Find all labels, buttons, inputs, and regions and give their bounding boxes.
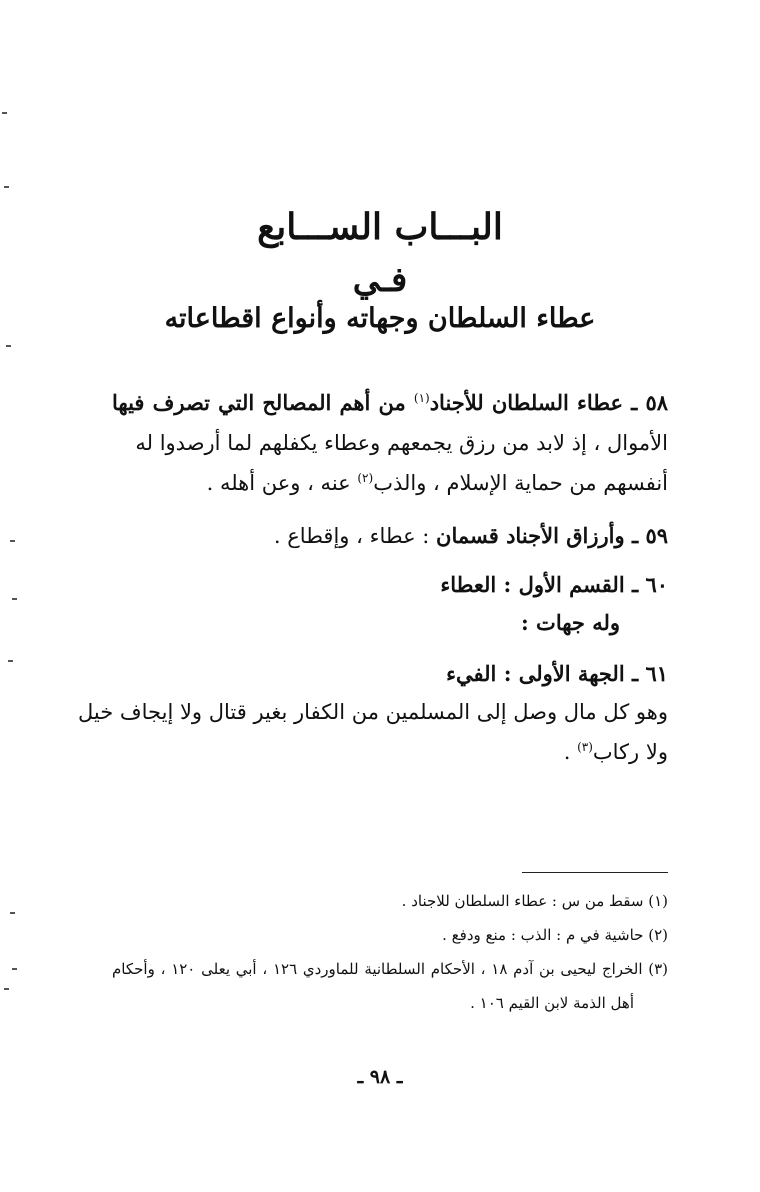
paragraph-61-line-1: وهو كل مال وصل إلى المسلمين من الكفار بغير قتال ولا إيجاف خيل xyxy=(77,700,668,724)
paragraph-59-heading: ٥٩ ـ وأرزاق الأجناد قسمان xyxy=(436,523,668,548)
scan-speck xyxy=(6,345,11,347)
footnote-3-continued: أهل الذمة لابن القيم ١٠٦ . xyxy=(470,994,634,1012)
chapter-title: البـــاب الســـابع xyxy=(257,206,503,248)
paragraph-59-text: : عطاء ، وإقطاع . xyxy=(273,524,437,548)
paragraph-58-text: من أهم المصالح التي تصرف فيها xyxy=(112,390,414,415)
paragraph-60-subline: وله جهات : xyxy=(520,610,620,635)
scan-speck xyxy=(12,968,17,970)
paragraph-61-line-2-text: ولا ركاب xyxy=(592,740,668,764)
footnote-ref-2: (٢) xyxy=(357,471,374,485)
scan-speck xyxy=(8,660,13,662)
paragraph-58-line-3-end: عنه ، وعن أهله . xyxy=(206,471,358,495)
paragraph-61-line-2 xyxy=(112,732,668,772)
footnotes xyxy=(112,884,668,1020)
chapter-subtitle: عطاء السلطان وجهاته وأنواع اقطاعاته xyxy=(164,303,596,334)
paragraph-58-line-2: الأموال ، إذ لابد من رزق يجمعهم وعطاء يكفلهم لما أرصدوا له xyxy=(135,431,668,455)
paragraph-61-body xyxy=(77,692,668,772)
paragraph-58-line-3-text: أنفسهم من حماية الإسلام ، والذب xyxy=(373,471,668,495)
footnote-ref-1: (١) xyxy=(413,391,430,405)
chapter-preposition: فـي xyxy=(352,260,408,300)
footnote-divider xyxy=(522,872,668,873)
footnote-ref-3: (٣) xyxy=(577,740,593,754)
paragraph-58-heading: ٥٨ ـ عطاء السلطان للأجناد xyxy=(429,390,668,415)
paragraph-61-line-2-end: . xyxy=(563,740,578,764)
paragraph-60-heading: ٦٠ ـ القسم الأول : العطاء xyxy=(440,572,668,597)
paragraph-58-line-1 xyxy=(112,383,668,423)
paragraph-59 xyxy=(112,516,668,556)
footnote-1: (١) سقط من س : عطاء السلطان للاجناد . xyxy=(401,892,668,910)
paragraph-59-line xyxy=(112,516,668,556)
scan-speck xyxy=(10,540,15,542)
page-number: ـ ٩٨ ـ xyxy=(357,1066,403,1088)
scan-speck xyxy=(4,186,9,188)
paragraph-58 xyxy=(112,383,668,503)
scan-speck xyxy=(4,988,9,990)
scan-speck xyxy=(10,912,15,914)
footnote-2: (٢) حاشية في م : الذب : منع ودفع . xyxy=(442,926,668,944)
scan-speck xyxy=(12,598,17,600)
scan-speck xyxy=(2,112,7,114)
paragraph-61-heading: ٦١ ـ الجهة الأولى : الفيء xyxy=(446,661,668,686)
footnote-3: (٣) الخراج ليحيى بن آدم ١٨ ، الأحكام السلطانية للماوردي ١٢٦ ، أبي يعلى ١٢٠ ، وأحكام xyxy=(112,960,669,978)
paragraph-58-line-3 xyxy=(112,463,668,503)
